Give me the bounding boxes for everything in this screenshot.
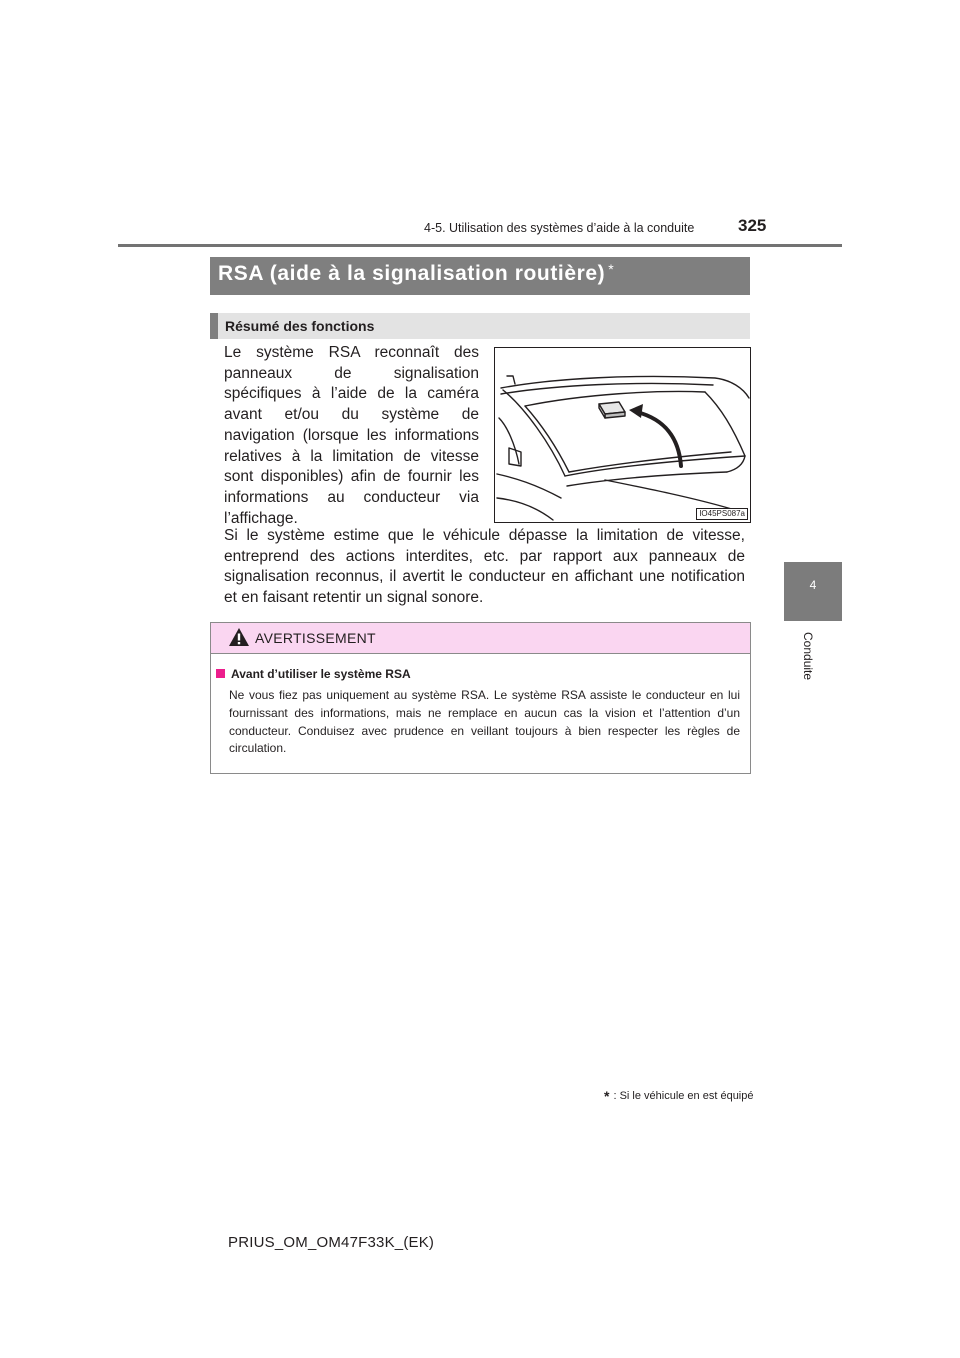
section-title-bar [210, 257, 750, 295]
warning-triangle-icon [228, 627, 250, 647]
body-paragraph: Si le système estime que le véhicule dépasse la limitation de vitesse, entreprend des actions interdites, etc. par rapport aux panneaux de signalisation reconnus, il avertit le conducteur en affichant une notification et en faisant retentir un signal sonore. [224, 527, 745, 607]
warning-item-title [216, 667, 411, 681]
page-number: 325 [738, 216, 767, 235]
footnote-star: * [604, 1088, 610, 1104]
section-title [218, 262, 614, 286]
pink-square-bullet-icon [216, 669, 225, 678]
equipment-star-marker: * [608, 261, 615, 277]
warning-box [210, 622, 751, 774]
section-title-text: RSA (aide à la signalisation routière) [218, 262, 606, 285]
windshield-camera-illustration-icon [495, 348, 750, 522]
figure-code: IO45PS087a [696, 508, 748, 520]
header-section-title: 4-5. Utilisation des systèmes d’aide à la conduite [424, 221, 695, 235]
warning-item-title-text: Avant d’utiliser le système RSA [231, 667, 411, 681]
subheading-text: Résumé des fonctions [225, 318, 375, 334]
warning-item-body: Ne vous fiez pas uniquement au système RSA. Le système RSA assiste le conducteur en lui fournissant des informations, mais ne remplace en aucun cas la vision et l’attention d’un conducteur. Conduisez avec prudence en veillant toujours à bien respecter les règles de circulation. [229, 688, 740, 756]
subheading-accent [210, 313, 218, 339]
footnote [604, 1088, 754, 1104]
warning-header [211, 623, 750, 654]
header-divider [118, 244, 842, 247]
windshield-camera-figure [494, 347, 751, 523]
intro-paragraph: Le système RSA reconnaît des panneaux de signalisation spécifiques à l’aide de la caméra avant et/ou du système de navigation (lorsque les informations relatives à la limitation de vitesse sont disponibles) afin de fournir les informations au conducteur via l’affichage. [224, 344, 479, 527]
chapter-tab-number: 4 [809, 578, 817, 592]
footnote-text: : Si le véhicule en est équipé [613, 1090, 754, 1102]
chapter-tab-label: Conduite [801, 632, 815, 681]
subheading-bar [210, 313, 750, 339]
warning-label: AVERTISSEMENT [255, 630, 376, 646]
document-code: PRIUS_OM_OM47F33K_(EK) [228, 1234, 435, 1251]
